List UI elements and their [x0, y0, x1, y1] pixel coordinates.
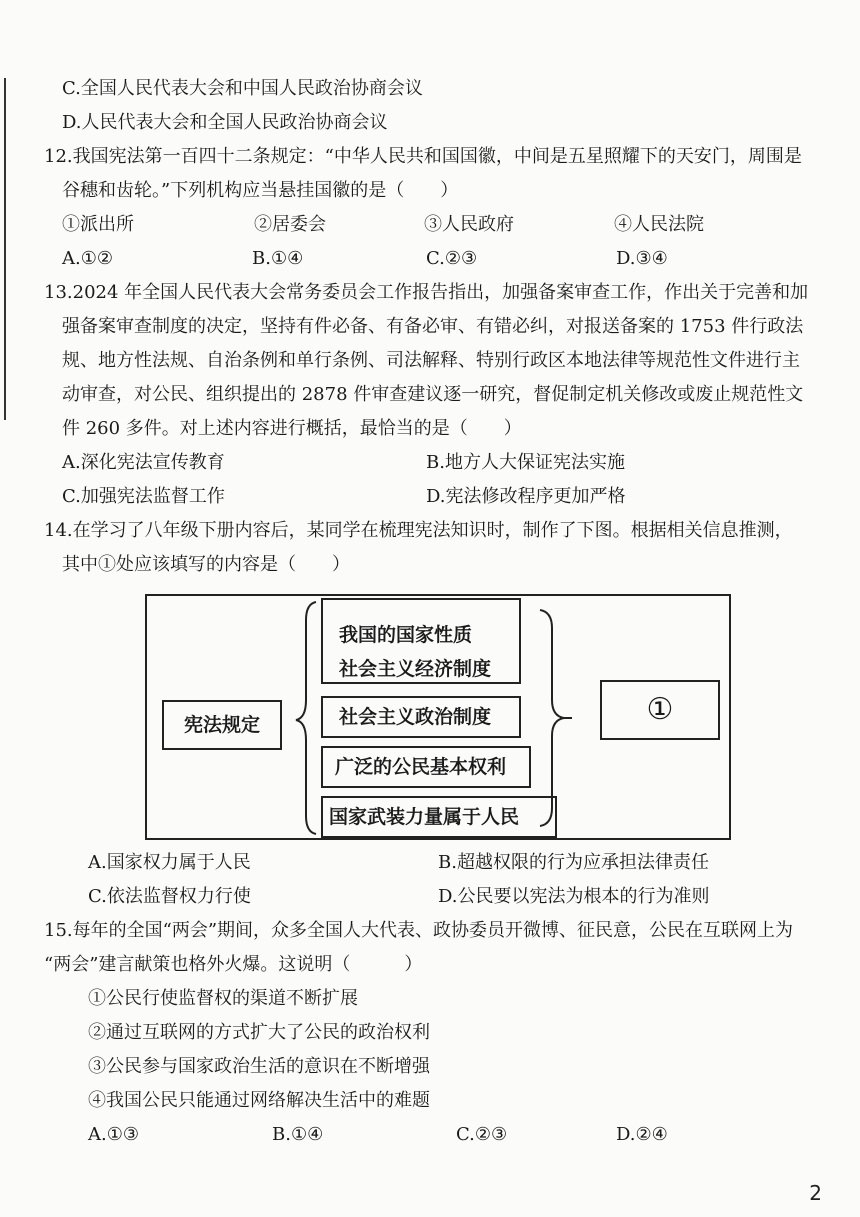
q13-stem-line2: 强备案审查制度的决定，坚持有件必备、有备必审、有错必纠，对报送备案的 1753 件行政法: [62, 316, 804, 337]
q14-stem-line2: 其中①处应该填写的内容是（ ）: [62, 554, 350, 575]
diagram-item: 我国的国家性质: [339, 624, 473, 646]
q12-item: ②居委会: [254, 214, 326, 235]
q15-option: A.①③: [88, 1124, 139, 1145]
q12-option: C.②③: [426, 248, 478, 269]
q12-item: ③人民政府: [424, 214, 514, 235]
q15-option: B.①④: [272, 1124, 324, 1145]
diagram-item: 社会主义经济制度: [339, 658, 492, 680]
q15-item-1: ①公民行使监督权的渠道不断扩展: [88, 988, 358, 1009]
q15-stem-line2: “两会”建言献策也格外火爆。这说明（ ）: [44, 954, 423, 975]
q14-stem-line1: 14.在学习了八年级下册内容后，某同学在梳理宪法知识时，制作了下图。根据相关信息推测，: [44, 520, 793, 541]
q15-option: C.②③: [456, 1124, 508, 1145]
q13-options-cd: [62, 486, 626, 508]
q12-option: B.①④: [252, 248, 304, 269]
diagram-left-box: 宪法规定: [162, 700, 282, 750]
q15-item-3: ③公民参与国家政治生活的意识在不断增强: [88, 1056, 430, 1077]
q13-stem-line4: 动审查，对公民、组织提出的 2878 件审查建议逐一研究，督促制定机关修改或废止规范性文: [62, 384, 804, 405]
q14-options-ab: [88, 852, 709, 874]
q15-option: D.②④: [616, 1124, 668, 1145]
q13-option-d: D.宪法修改程序更加严格: [426, 486, 626, 507]
q13-stem-line5: 件 260 多件。对上述内容进行概括，最恰当的是（ ）: [62, 418, 522, 439]
q12-item: ④人民法院: [614, 214, 704, 235]
q12-options: [62, 248, 668, 270]
q13-options-ab: [62, 452, 625, 474]
q11-option-c: C.全国人民代表大会和中国人民政治协商会议: [62, 78, 423, 99]
q13-option-b: B.地方人大保证宪法实施: [426, 452, 625, 473]
diagram-item: 社会主义政治制度: [321, 696, 521, 738]
q15-item-2: ②通过互联网的方式扩大了公民的政治权利: [88, 1022, 430, 1043]
diagram-left-brace: [292, 600, 322, 836]
q14-option-b: B.超越权限的行为应承担法律责任: [438, 852, 709, 873]
q12-item: ①派出所: [62, 214, 134, 235]
q13-option-c: C.加强宪法监督工作: [62, 486, 225, 507]
q14-option-c: C.依法监督权力行使: [88, 886, 251, 907]
page-number: 2: [809, 1181, 822, 1205]
q11-option-d: D.人民代表大会和全国人民政治协商会议: [62, 112, 388, 133]
q14-option-d: D.公民要以宪法为根本的行为准则: [438, 886, 710, 907]
q12-option: D.③④: [616, 248, 668, 269]
q14-options-cd: [88, 886, 710, 908]
q15-stem-line1: 15.每年的全国“两会”期间，众多全国人大代表、政协委员开微博、征民意，公民在互联网上为: [44, 920, 794, 941]
q12-option: A.①②: [62, 248, 113, 269]
q15-item-4: ④我国公民只能通过网络解决生活中的难题: [88, 1090, 430, 1111]
q13-option-a: A.深化宪法宣传教育: [62, 452, 225, 473]
q14-option-a: A.国家权力属于人民: [88, 852, 251, 873]
diagram-item: 广泛的公民基本权利: [321, 746, 531, 788]
diagram-box-nature-economy: [321, 598, 521, 684]
diagram-item: 国家武装力量属于人民: [321, 796, 557, 838]
q12-stem-line2: 谷穗和齿轮。”下列机构应当悬挂国徽的是（ ）: [62, 180, 459, 201]
q15-options: [88, 1124, 668, 1146]
q12-stem-line1: 12.我国宪法第一百四十二条规定：“中华人民共和国国徽，中间是五星照耀下的天安门，周围是: [44, 146, 802, 167]
diagram-result-box: ①: [600, 680, 720, 740]
binding-margin-line: [4, 78, 6, 420]
q13-stem-line3: 规、地方性法规、自治条例和单行条例、司法解释、特别行政区本地法律等规范性文件进行主: [62, 350, 800, 371]
q12-items: [62, 214, 704, 236]
diagram-right-brace: [538, 608, 572, 828]
q13-stem-line1: 13.2024 年全国人民代表大会常务委员会工作报告指出，加强备案审查工作，作出关于完善和加: [44, 282, 809, 303]
